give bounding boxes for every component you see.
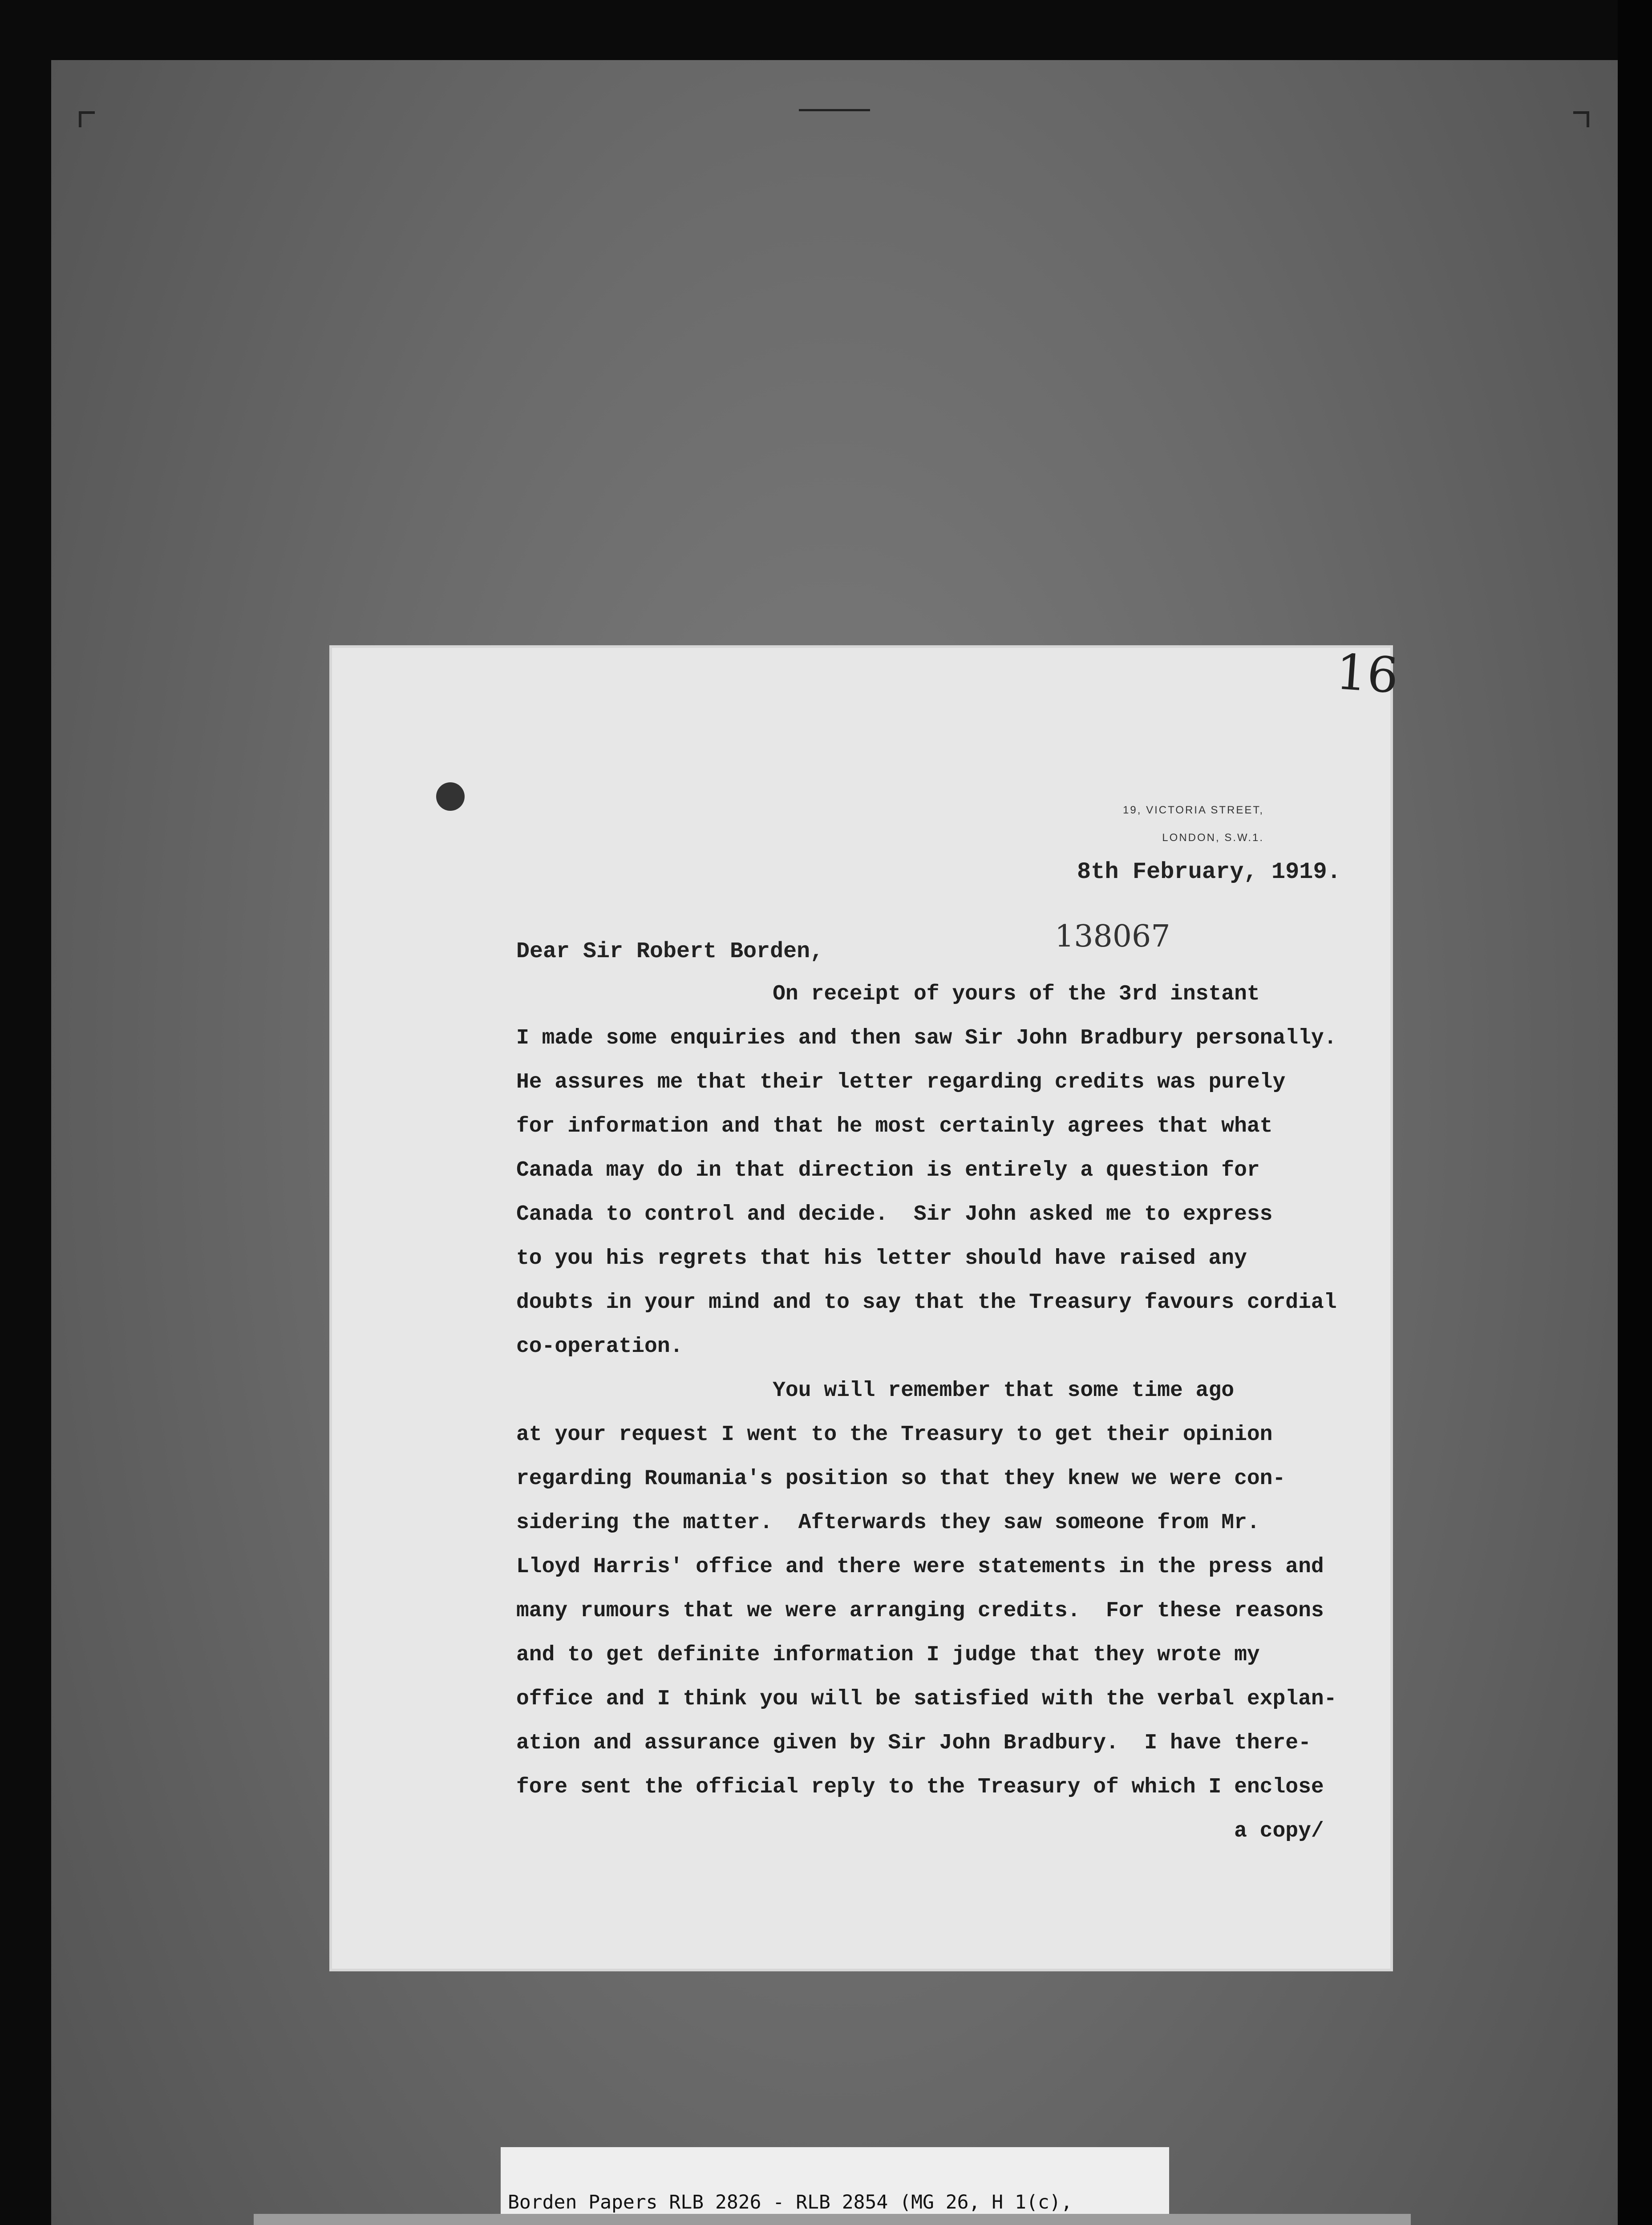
body-line: to you his regrets that his letter should have raised any — [516, 1246, 1247, 1270]
body-line: He assures me that their letter regarding credits was purely — [516, 1070, 1286, 1094]
frame-corner-mark — [1573, 111, 1589, 127]
body-line: for information and that he most certainly agrees that what — [516, 1114, 1273, 1138]
letterhead-street: 19, VICTORIA STREET, — [1123, 804, 1264, 816]
body-line: ation and assurance given by Sir John Bradbury. I have there- — [516, 1731, 1311, 1755]
letterhead-address — [1123, 797, 1264, 852]
letter-date: 8th February, 1919. — [1077, 859, 1341, 885]
letter-page — [329, 643, 1401, 1971]
label-sleeve — [254, 2214, 1411, 2225]
body-line: at your request I went to the Treasury to get their opinion — [516, 1423, 1273, 1447]
salutation: Dear Sir Robert Borden, — [516, 939, 824, 964]
body-line: Canada may do in that direction is entirely a question for — [516, 1158, 1260, 1182]
film-edge — [1618, 0, 1652, 2225]
punch-hole — [436, 782, 465, 811]
body-line: sidering the matter. Afterwards they saw someone from Mr. — [516, 1511, 1260, 1535]
reference-line: Borden Papers RLB 2826 - RLB 2854 (MG 26, H 1(c), — [508, 2191, 1073, 2213]
body-line: a copy/ — [516, 1819, 1324, 1843]
body-line: co-operation. — [516, 1335, 683, 1359]
frame-top-mark — [799, 109, 870, 111]
body-line: fore sent the official reply to the Treasury of which I enclose — [516, 1775, 1324, 1799]
body-line: Lloyd Harris' office and there were statements in the press and — [516, 1555, 1324, 1579]
folio-number: 16 — [1334, 643, 1401, 704]
frame-corner-mark — [79, 111, 95, 127]
body-line: and to get definite information I judge that they wrote my — [516, 1643, 1260, 1667]
letter-body — [516, 972, 1362, 1853]
reference-tab — [501, 2147, 1169, 2218]
body-line: On receipt of yours of the 3rd instant — [516, 982, 1260, 1006]
body-line: You will remember that some time ago — [516, 1379, 1235, 1403]
body-line: I made some enquiries and then saw Sir John Bradbury personally. — [516, 1026, 1337, 1050]
body-line: many rumours that we were arranging credits. For these reasons — [516, 1599, 1324, 1623]
letterhead-city: LONDON, S.W.1. — [1162, 832, 1264, 844]
body-line: regarding Roumania's position so that they knew we were con- — [516, 1467, 1286, 1491]
body-line: doubts in your mind and to say that the Treasury favours cordial — [516, 1290, 1337, 1315]
document-number: 138067 — [1055, 919, 1170, 954]
body-line: Canada to control and decide. Sir John asked me to express — [516, 1202, 1273, 1226]
body-line: office and I think you will be satisfied with the verbal explan- — [516, 1687, 1337, 1711]
